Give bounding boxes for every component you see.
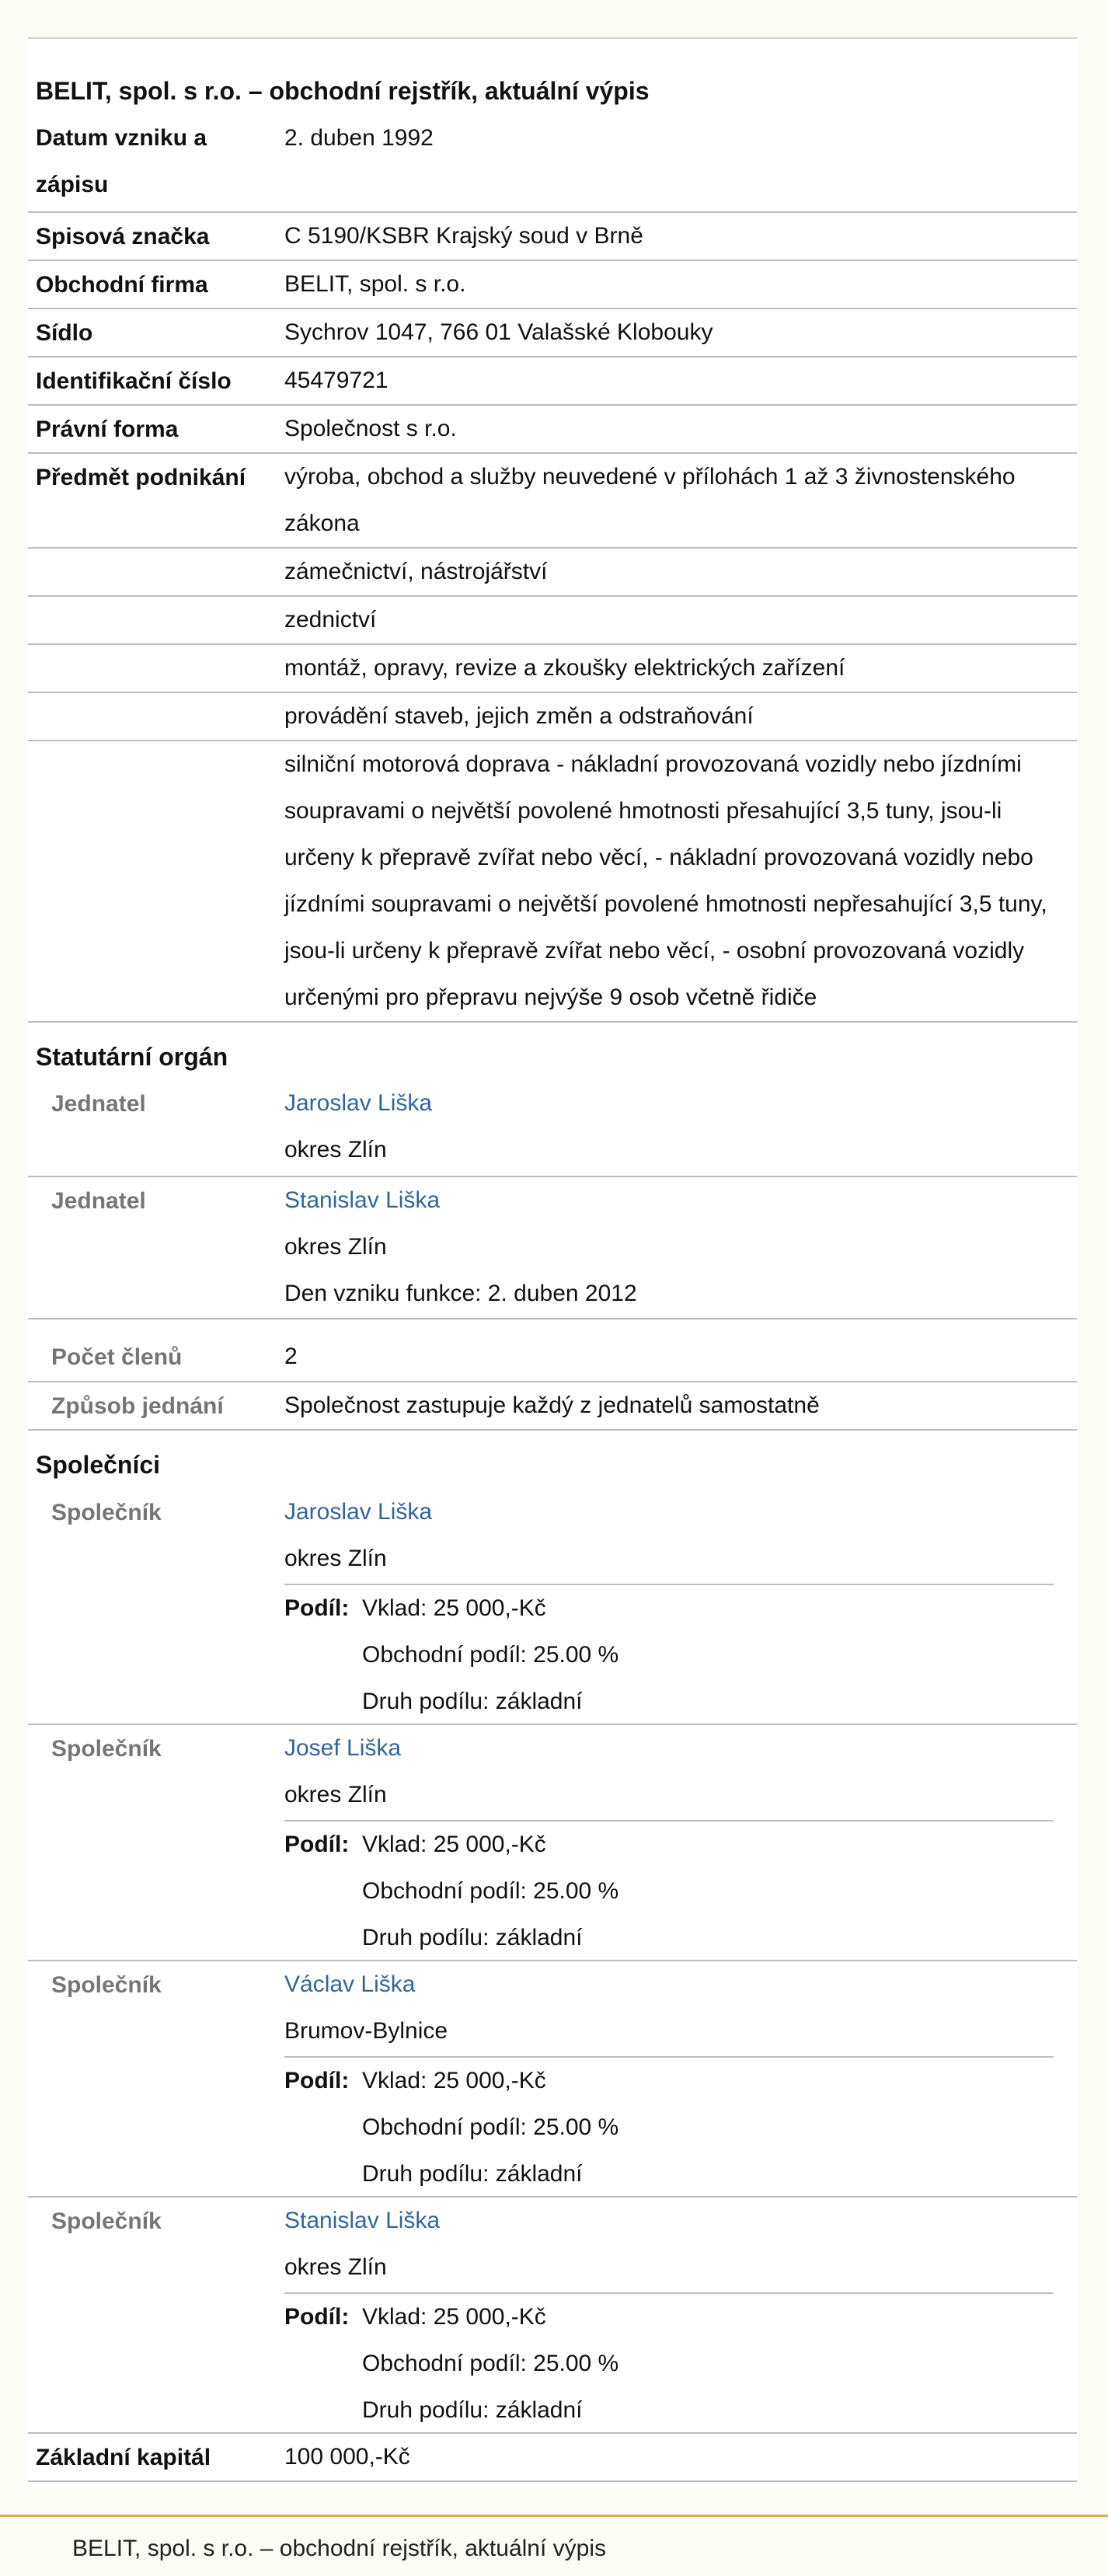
partner-details [284,1725,1061,1818]
activity-item: provádění staveb, jejich změn a odstraňování [284,703,754,729]
partner-row [28,1725,1077,1961]
partner-details [284,1961,1061,2055]
partner-row [28,1961,1077,2198]
activity-item: zednictví [284,607,377,633]
spisova-label: Spisová značka [36,224,210,249]
share-block [284,2056,1054,2198]
row-zakladni-kapital [28,2434,1077,2482]
row-jednatel [28,1080,1077,1177]
row-zpusob-jednani [28,1382,1077,1431]
share-deposit: Vklad: 25 000,-Kč [362,1832,546,1857]
row-activity [28,693,1077,741]
jednatel-role: Jednatel [51,1091,146,1117]
forma-value: Společnost s r.o. [284,416,457,441]
share-block [284,1820,1054,1961]
partner-row [28,1489,1077,1725]
row-activity [28,549,1077,597]
row-activity [28,741,1077,1023]
page-title: BELIT, spol. s r.o. – obchodní rejstřík, aktuální výpis [36,77,650,105]
activity-item: montáž, opravy, revize a zkoušky elektrických zařízení [284,655,845,681]
partner-role: Společník [51,1736,162,1762]
partner-role: Společník [51,1972,162,1998]
share-type: Druh podílu: základní [362,2161,583,2187]
sidlo-label: Sídlo [36,320,93,346]
row-pravni-forma [28,406,1077,454]
partner-details [284,2198,1061,2291]
datum-value: 2. duben 1992 [284,125,434,151]
row-pocet-clenu [28,1319,1077,1382]
register-extract-card [28,39,1077,2487]
person-place: okres Zlín [284,1137,387,1163]
function-start-date: Den vzniku funkce: 2. duben 2012 [284,1281,637,1306]
share-deposit: Vklad: 25 000,-Kč [362,2068,546,2093]
ico-value: 45479721 [284,368,388,393]
share-block [284,2292,1054,2434]
share-label: Podíl: [284,2068,350,2093]
manner-value: Společnost zastupuje každý z jednatelů samostatně [284,1393,820,1418]
person-place: okres Zlín [284,1546,387,1571]
jednatel-details [284,1177,1061,1317]
share-percentage: Obchodní podíl: 25.00 % [362,2351,619,2376]
sidlo-value: Sychrov 1047, 766 01 Valašské Klobouky [284,319,713,345]
person-link[interactable]: Stanislav Liška [284,2208,441,2233]
person-place: okres Zlín [284,2254,387,2280]
share-values [362,2058,618,2198]
person-place: Brumov-Bylnice [284,2018,448,2044]
footer-title: BELIT, spol. s r.o. – obchodní rejstřík, aktuální výpis [72,2536,606,2561]
share-block [284,1584,1054,1725]
firma-label: Obchodní firma [36,272,208,298]
share-percentage: Obchodní podíl: 25.00 % [362,1642,619,1668]
capital-value: 100 000,-Kč [284,2444,410,2470]
activity-item: zámečnictví, nástrojářství [284,559,548,584]
ico-label: Identifikační číslo [36,368,232,394]
person-link[interactable]: Václav Liška [284,1971,416,1997]
predmet-label: Předmět podnikání [36,465,246,490]
share-values [362,2294,618,2434]
row-predmet-podnikani [28,454,1077,549]
share-label: Podíl: [284,1832,350,1857]
person-place: okres Zlín [284,1782,387,1807]
partner-role: Společník [51,1500,162,1525]
share-label: Podíl: [284,1595,350,1621]
datum-label: Datum vzniku a zápisu [36,125,207,197]
share-percentage: Obchodní podíl: 25.00 % [362,1878,619,1904]
share-deposit: Vklad: 25 000,-Kč [362,1595,546,1621]
row-ico [28,357,1077,406]
person-link[interactable]: Josef Liška [284,1735,402,1761]
partner-row [28,2198,1077,2434]
manner-label: Způsob jednání [51,1393,224,1419]
count-label: Počet členů [51,1344,183,1370]
row-activity [28,645,1077,693]
spisova-value: C 5190/KSBR Krajský soud v Brně [284,223,643,249]
jednatel-details [284,1080,1061,1173]
partner-details [284,1489,1061,1582]
activity-item: silniční motorová doprava - nákladní provozovaná vozidly nebo jízdními soupravami o největší povolené hmotnosti přesahující 3,5 tuny, jsou-li určeny k přepravě zvířat nebo věcí, - nákladní provozovaná vozidly nebo jízdními soupravami o největší povolené hmotnosti nepřesahující 3,5 tuny, jsou-li určeny k přepravě zvířat nebo věcí, - osobní provozovaná vozidly určenými pro přepravu nejvýše 9 osob včetně řidiče [284,751,1047,1010]
partners-heading: Společníci [36,1451,161,1479]
row-activity [28,597,1077,645]
share-label: Podíl: [284,2304,350,2330]
row-datum-vzniku [28,111,1077,213]
person-link[interactable]: Jaroslav Liška [284,1499,433,1525]
activity-item: výroba, obchod a služby neuvedené v přílohách 1 až 3 živnostenského zákona [284,464,1016,536]
row-jednatel [28,1177,1077,1319]
row-spisova-znacka [28,213,1077,261]
share-type: Druh podílu: základní [362,1925,583,1950]
jednatel-role: Jednatel [51,1188,146,1214]
share-percentage: Obchodní podíl: 25.00 % [362,2114,619,2140]
share-deposit: Vklad: 25 000,-Kč [362,2304,546,2330]
page-footer [0,2515,1108,2576]
share-type: Druh podílu: základní [362,2397,583,2423]
person-link[interactable]: Stanislav Liška [284,1187,441,1213]
forma-label: Právní forma [36,417,179,442]
row-sidlo [28,309,1077,357]
share-values [362,1585,618,1725]
partner-role: Společník [51,2208,162,2234]
statutory-heading: Statutární orgán [36,1043,228,1071]
share-values [362,1821,618,1961]
row-obchodni-firma [28,261,1077,309]
person-link[interactable]: Jaroslav Liška [284,1090,433,1116]
person-place: okres Zlín [284,1234,387,1260]
firma-value: BELIT, spol. s r.o. [284,271,466,297]
count-value: 2 [284,1344,298,1369]
capital-label: Základní kapitál [36,2445,211,2470]
share-type: Druh podílu: základní [362,1689,583,1714]
